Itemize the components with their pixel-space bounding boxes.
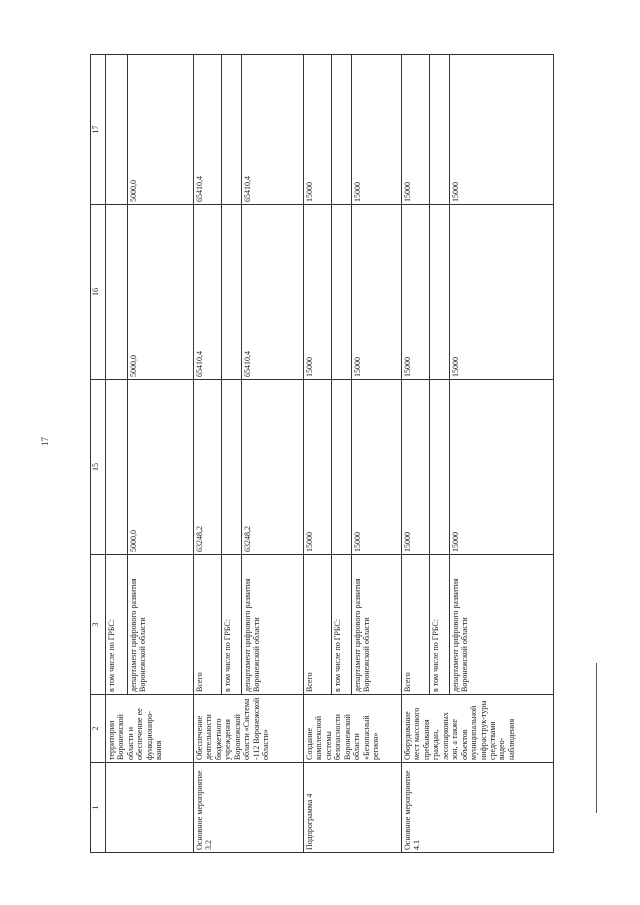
budget-line-label: департамент цифрового развития Воронежской области (128, 555, 194, 695)
budget-table (90, 54, 554, 853)
column-header: 16 (91, 205, 106, 380)
value-cell: 15000 (352, 205, 402, 380)
budget-line-label: департамент цифрового развития Воронежской области (352, 555, 402, 695)
value-cell: 65410,4 (194, 205, 222, 380)
bottom-rule (596, 663, 597, 813)
row-code: Основное мероприятие 4.1 (402, 763, 554, 853)
value-cell: 65410,4 (242, 55, 304, 205)
row-name: Оборудование мест массового пребывания граждан, лесопарковых зон, а также объектов муниципальной инфраструк-туры средствами видео-наблюдения (402, 695, 554, 763)
value-cell (430, 205, 450, 380)
value-cell: 15000 (304, 380, 332, 555)
column-header: 2 (91, 695, 106, 763)
row-code (106, 763, 194, 853)
budget-line-label: Всего (402, 555, 430, 695)
budget-line-label: департамент цифрового развития Воронежской области (242, 555, 304, 695)
budget-line-label: в том числе по ГРБС: (222, 555, 242, 695)
value-cell: 15000 (352, 55, 402, 205)
value-cell (106, 55, 128, 205)
table-row (304, 55, 332, 853)
table-row (402, 55, 430, 853)
value-cell: 5000,0 (128, 55, 194, 205)
budget-line-label: Всего (304, 555, 332, 695)
value-cell (222, 380, 242, 555)
value-cell (106, 380, 128, 555)
column-header: 15 (91, 380, 106, 555)
value-cell (332, 55, 352, 205)
page-number: 17 (40, 437, 50, 446)
value-cell: 15000 (304, 55, 332, 205)
value-cell: 15000 (402, 55, 430, 205)
value-cell: 15000 (352, 380, 402, 555)
value-cell: 5000,0 (128, 205, 194, 380)
value-cell: 15000 (450, 55, 554, 205)
row-code: Подпрограмма 4 (304, 763, 402, 853)
value-cell: 15000 (402, 205, 430, 380)
column-header: 3 (91, 555, 106, 695)
value-cell (106, 205, 128, 380)
value-cell: 15000 (402, 380, 430, 555)
table-row (194, 55, 222, 853)
row-name: территории Воронежской области и обеспечение ее функциониро-вания (106, 695, 194, 763)
column-header: 17 (91, 55, 106, 205)
budget-line-label: в том числе по ГРБС: (430, 555, 450, 695)
value-cell (222, 55, 242, 205)
value-cell: 65410,4 (194, 55, 222, 205)
value-cell: 15000 (450, 205, 554, 380)
value-cell: 15000 (304, 205, 332, 380)
row-name: Обеспечение деятельности бюджетного учреждения Воронежской области «Система -112 Воронежской области» (194, 695, 304, 763)
column-header: 1 (91, 763, 106, 853)
budget-line-label: Всего (194, 555, 222, 695)
row-code: Основное мероприятие 3.2 (194, 763, 304, 853)
value-cell: 15000 (450, 380, 554, 555)
table-row (106, 55, 128, 853)
value-cell (430, 55, 450, 205)
value-cell: 63248,2 (242, 380, 304, 555)
value-cell (222, 205, 242, 380)
header-row (91, 55, 106, 853)
value-cell (430, 380, 450, 555)
budget-line-label: департамент цифрового развития Воронежской области (450, 555, 554, 695)
value-cell: 5000,0 (128, 380, 194, 555)
value-cell: 63248,2 (194, 380, 222, 555)
value-cell (332, 205, 352, 380)
budget-line-label: в том числе по ГРБС: (106, 555, 128, 695)
value-cell: 65410,4 (242, 205, 304, 380)
row-name: Создание комплексной системы безопасности Воронежской области «Безопасный регион» (304, 695, 402, 763)
budget-line-label: в том числе по ГРБС: (332, 555, 352, 695)
value-cell (332, 380, 352, 555)
